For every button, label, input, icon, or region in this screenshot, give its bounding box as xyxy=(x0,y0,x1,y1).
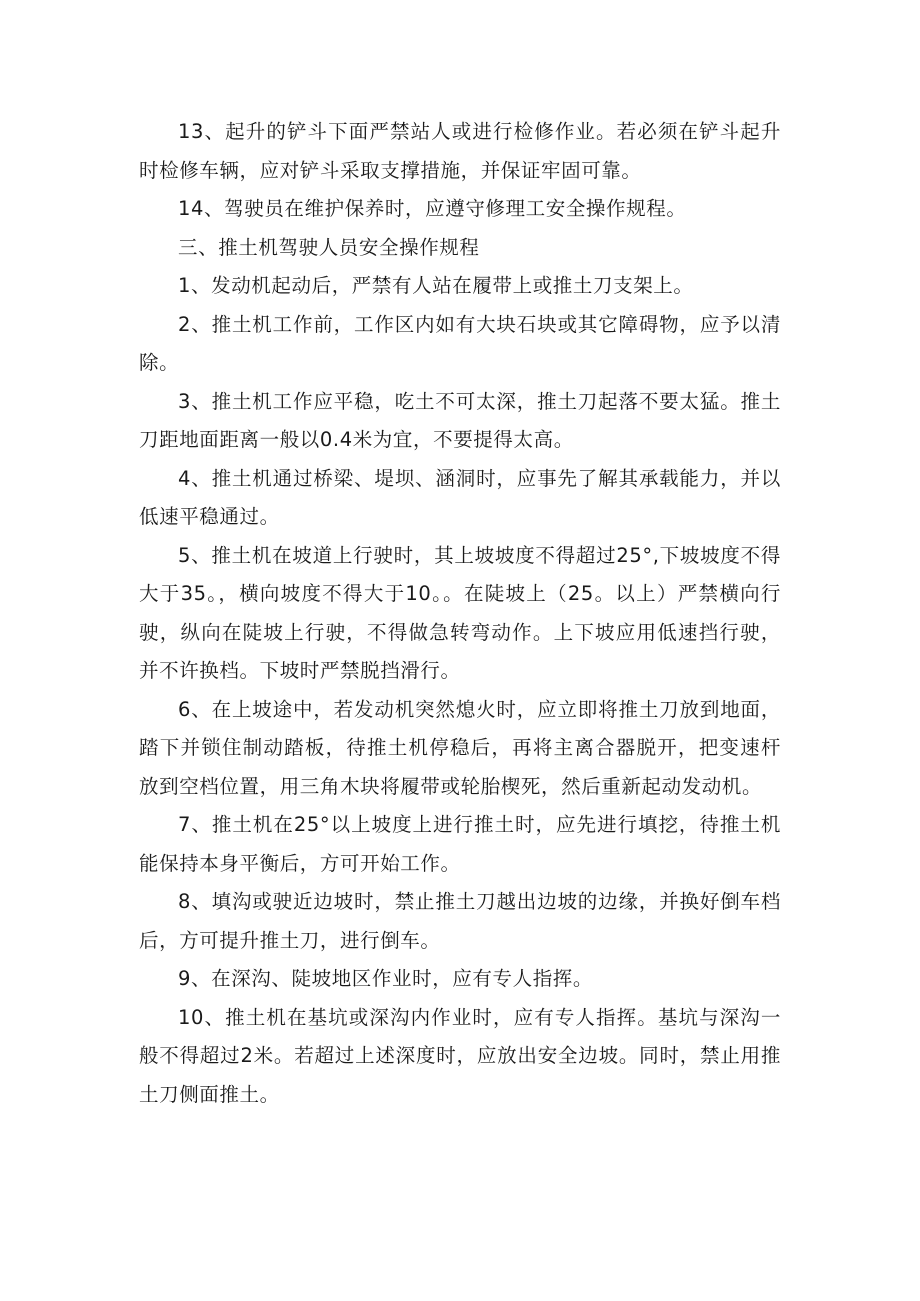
paragraph-rule-1: 1、发动机起动后，严禁有人站在履带上或推土刀支架上。 xyxy=(178,274,694,297)
paragraph-item-14: 14、驾驶员在维护保养时，应遵守修理工安全操作规程。 xyxy=(178,197,687,220)
paragraph-rule-3: 3、推土机工作应平稳，吃土不可太深，推土刀起落不要太猛。推土刀距地面距离一般以0.4米为宜，不要提得太高。 xyxy=(139,389,781,451)
paragraph-rule-6: 6、在上坡途中，若发动机突然熄火时，应立即将推土刀放到地面，踏下并锁住制动踏板，待推土机停稳后，再将主离合器脱开，把变速杆放到空档位置，用三角木块将履带或轮胎楔死，然后重新起动发动机。 xyxy=(139,697,781,798)
paragraph-item-13: 13、起升的铲斗下面严禁站人或进行检修作业。若必须在铲斗起升时检修车辆，应对铲斗采取支撑措施，并保证牢固可靠。 xyxy=(139,120,781,182)
paragraph-rule-8: 8、填沟或驶近边坡时，禁止推土刀越出边坡的边缘，并换好倒车档后，方可提升推土刀，进行倒车。 xyxy=(139,890,781,952)
section-heading-3: 三、推土机驾驶人员安全操作规程 xyxy=(178,235,480,259)
paragraph-rule-9: 9、在深沟、陡坡地区作业时，应有专人指挥。 xyxy=(178,967,594,990)
paragraph-rule-7: 7、推土机在25°以上坡度上进行推土时，应先进行填挖，待推土机能保持本身平衡后，方可开始工作。 xyxy=(139,813,781,875)
paragraph-rule-2: 2、推土机工作前，工作区内如有大块石块或其它障碍物，应予以清除。 xyxy=(139,312,781,374)
paragraph-rule-10: 10、推土机在基坑或深沟内作业时，应有专人指挥。基坑与深沟一般不得超过2米。若超过上述深度时，应放出安全边坡。同时，禁止用推土刀侧面推土。 xyxy=(139,1005,781,1106)
document-body xyxy=(139,113,781,1114)
paragraph-rule-4: 4、推土机通过桥梁、堤坝、涵洞时，应事先了解其承载能力，并以低速平稳通过。 xyxy=(139,466,781,528)
paragraph-rule-5: 5、推土机在坡道上行驶时，其上坡坡度不得超过25°,下坡坡度不得大于35。，横向坡度不得大于10。。在陡坡上（25。以上）严禁横向行驶，纵向在陡坡上行驶，不得做急转弯动作。上下坡应用低速挡行驶，并不许换档。下坡时严禁脱挡滑行。 xyxy=(139,543,781,682)
